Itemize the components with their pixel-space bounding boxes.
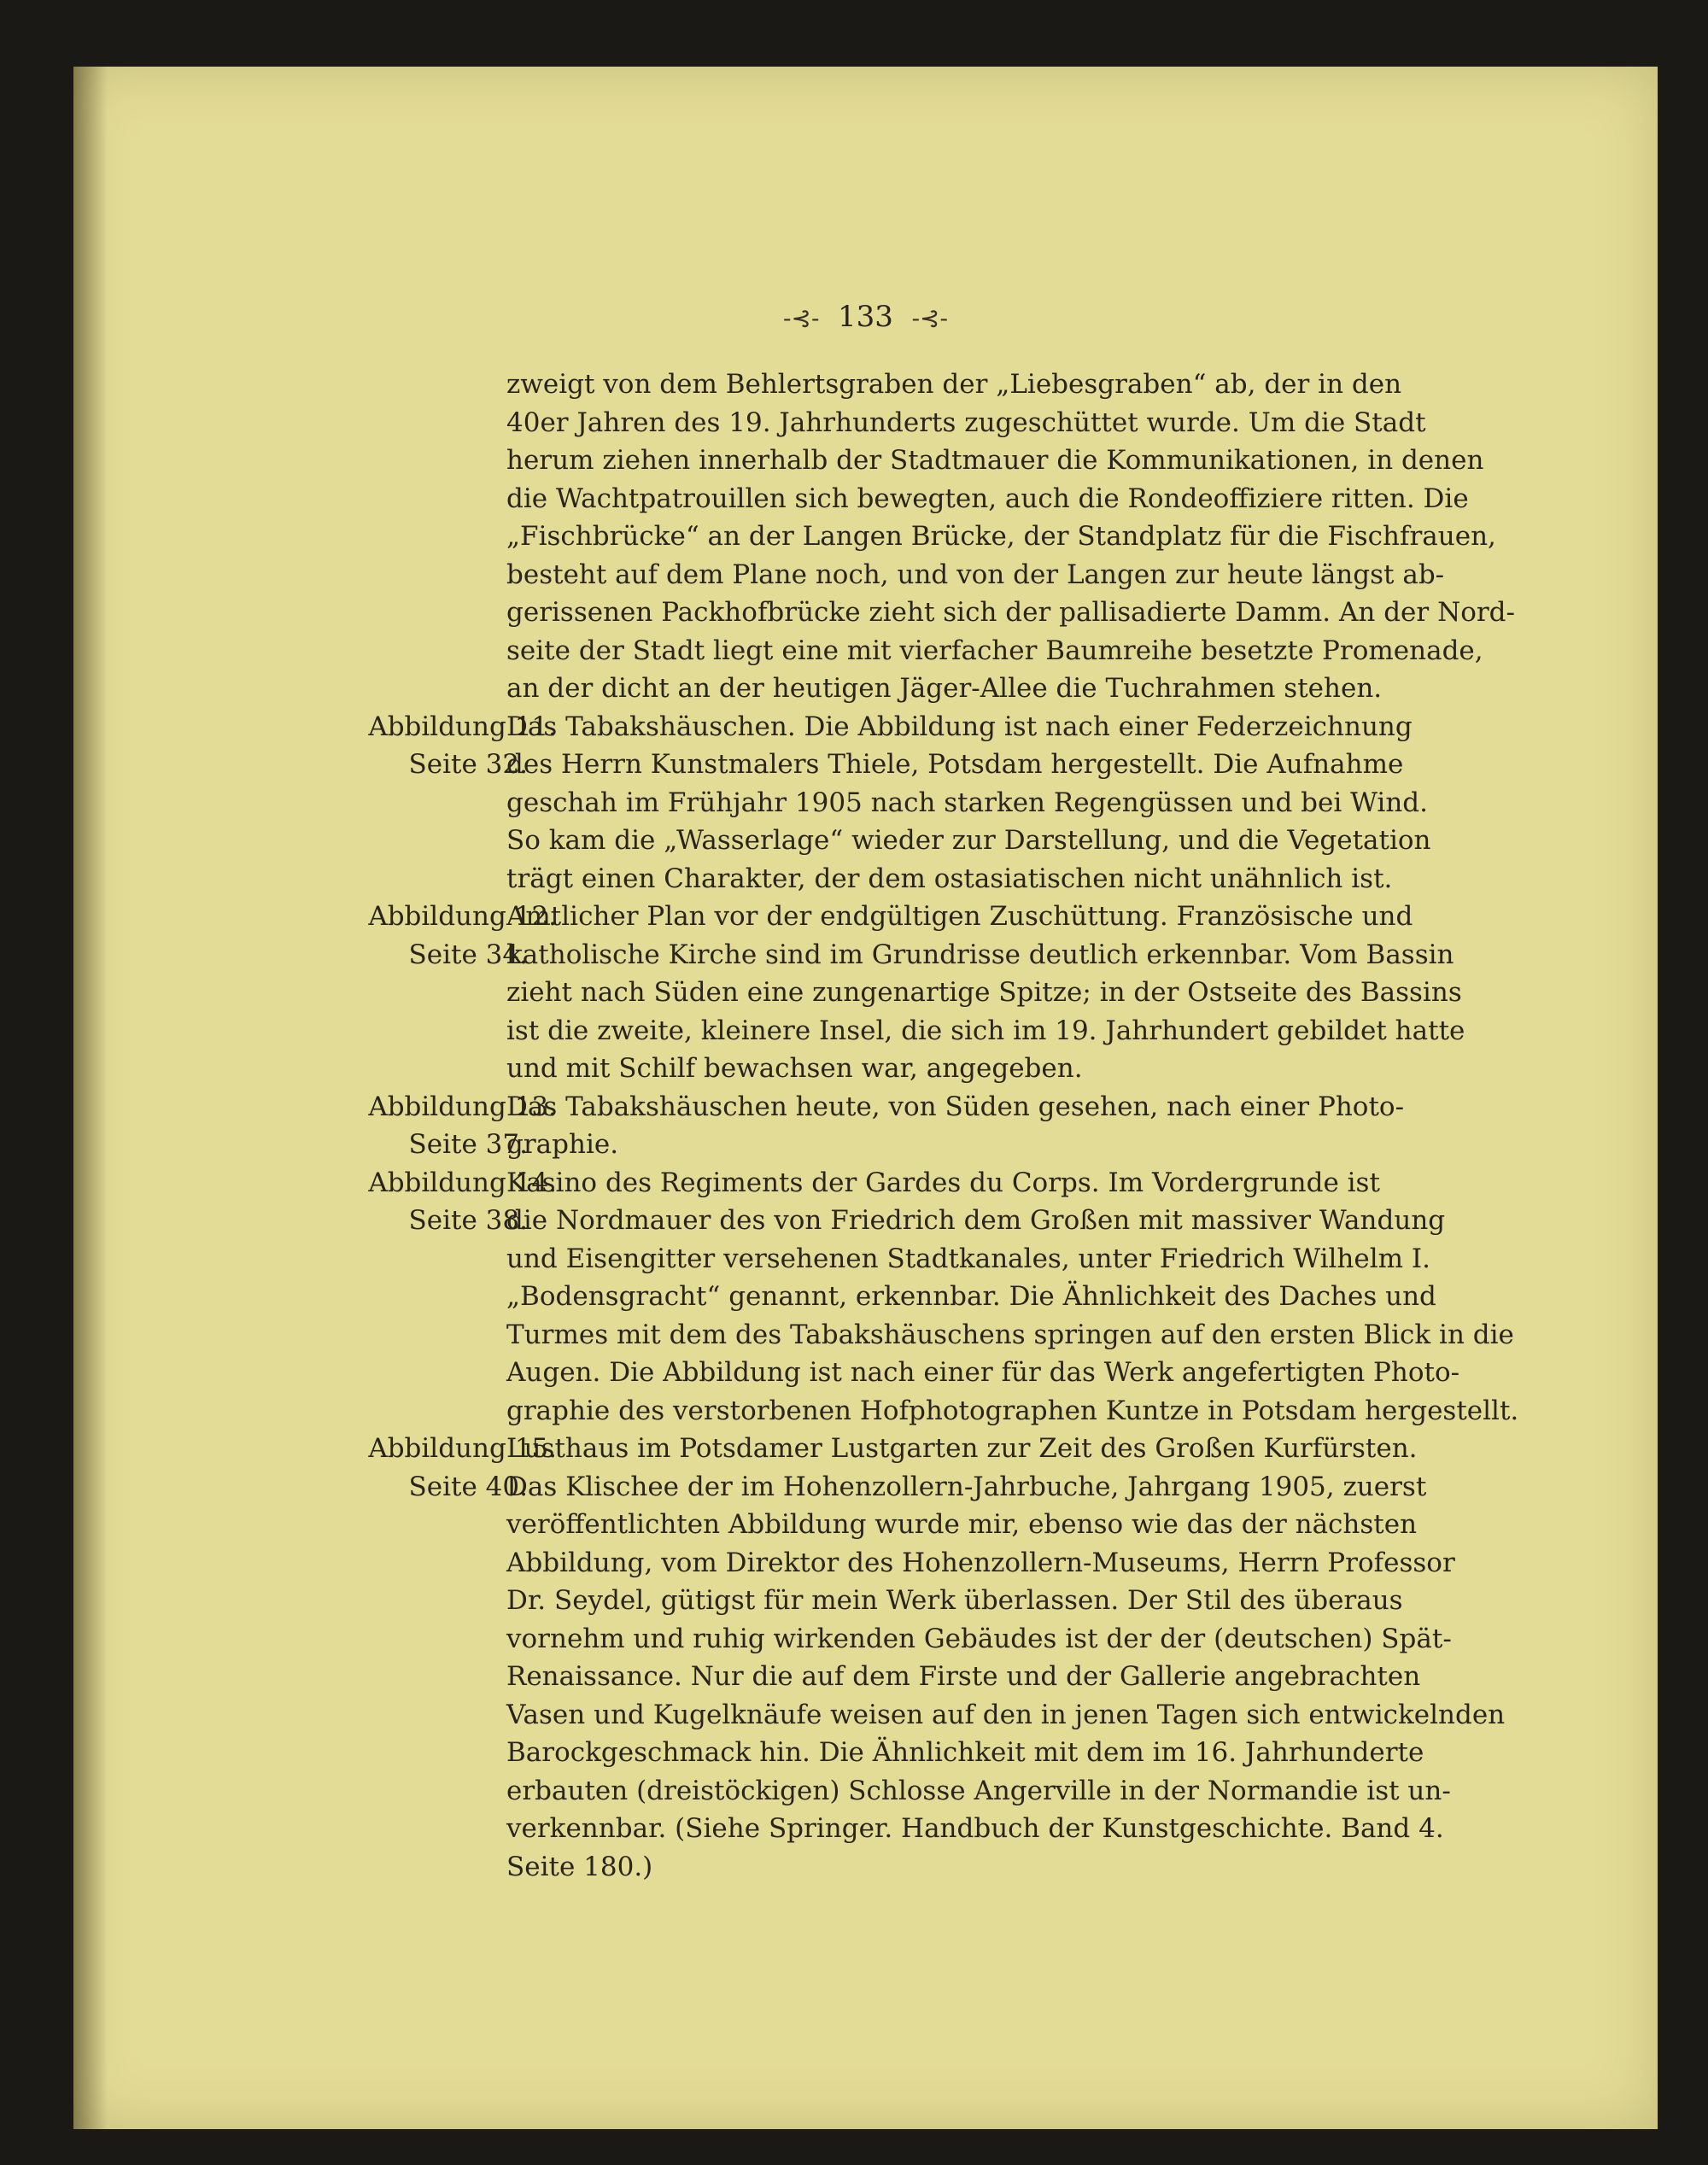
text-line: und Eisengitter versehenen Stadtkanales, unter Friedrich Wilhelm I. — [506, 1243, 1431, 1274]
text-line: die Wachtpatrouillen sich bewegten, auch die Rondeoffiziere ritten. Die — [506, 483, 1469, 514]
figure-entry-15 — [73, 1430, 1658, 1886]
text-line: zweigt von dem Behlertsgraben der „Liebesgraben“ ab, der in den — [506, 369, 1402, 400]
figure-entry-13 — [73, 1088, 1658, 1164]
figure-label: Abbildung 12. — [368, 901, 557, 932]
text-line: Turmes mit dem des Tabakshäuschens springen auf den ersten Blick in die — [506, 1319, 1514, 1350]
paragraph-text — [506, 366, 1515, 708]
figure-entry-14 — [73, 1164, 1658, 1431]
text-line: zieht nach Süden eine zungenartige Spitze; in der Ostseite des Bassins — [506, 977, 1462, 1008]
text-line: Barockgeschmack hin. Die Ähnlichkeit mit dem im 16. Jahrhunderte — [506, 1737, 1424, 1768]
text-line: katholische Kirche sind im Grundrisse deutlich erkennbar. Vom Bassin — [506, 939, 1454, 970]
text-line: graphie des verstorbenen Hofphotographen Kuntze in Potsdam hergestellt. — [506, 1395, 1519, 1426]
text-line: trägt einen Charakter, der dem ostasiatischen nicht unähnlich ist. — [506, 863, 1393, 894]
text-line: herum ziehen innerhalb der Stadtmauer die Kommunikationen, in denen — [506, 445, 1484, 476]
text-line: Amtlicher Plan vor der endgültigen Zuschüttung. Französische und — [506, 901, 1413, 932]
text-line: Das Klischee der im Hohenzollern-Jahrbuche, Jahrgang 1905, zuerst — [506, 1471, 1427, 1502]
page-reference: Seite 34. — [408, 939, 528, 970]
text-line: besteht auf dem Plane noch, und von der Langen zur heute längst ab- — [506, 559, 1445, 590]
margin-label — [278, 708, 560, 784]
text-line: erbauten (dreistöckigen) Schlosse Angerville in der Normandie ist un- — [506, 1775, 1451, 1806]
book-page — [73, 67, 1658, 2129]
text-line: vornehm und ruhig wirkenden Gebäudes ist der der (deutschen) Spät- — [506, 1623, 1452, 1654]
text-line: Das Tabakshäuschen. Die Abbildung ist nach einer Federzeichnung — [506, 711, 1413, 742]
page-header — [73, 300, 1658, 334]
page-reference: Seite 40. — [408, 1471, 528, 1502]
margin-label — [278, 1164, 560, 1240]
text-line: Dr. Seydel, gütigst für mein Werk überlassen. Der Stil des überaus — [506, 1585, 1403, 1616]
page-reference: Seite 38. — [408, 1205, 528, 1236]
figure-label: Abbildung 15. — [368, 1433, 557, 1464]
text-line: 40er Jahren des 19. Jahrhunderts zugeschüttet wurde. Um die Stadt — [506, 407, 1426, 438]
text-line: und mit Schilf bewachsen war, angegeben. — [506, 1053, 1083, 1084]
left-ornament-icon: -⊰- — [783, 304, 820, 332]
text-line: geschah im Frühjahr 1905 nach starken Regengüssen und bei Wind. — [506, 787, 1428, 818]
paragraph-text — [506, 1430, 1506, 1886]
page-reference: Seite 32. — [408, 749, 528, 780]
paragraph-text — [506, 1088, 1494, 1164]
paragraph-continuation — [73, 366, 1658, 708]
page-number: 133 — [838, 300, 893, 334]
text-line: Vasen und Kugelknäufe weisen auf den in jenen Tagen sich entwickelnden — [506, 1699, 1506, 1730]
page-body — [73, 366, 1658, 1886]
text-line: Renaissance. Nur die auf dem Firste und der Gallerie angebrachten — [506, 1661, 1421, 1692]
margin-label — [278, 1088, 560, 1164]
figure-label: Abbildung 11. — [368, 711, 557, 742]
text-line: die Nordmauer des von Friedrich dem Großen mit massiver Wandung — [506, 1205, 1446, 1236]
text-line: Seite 180.) — [506, 1851, 653, 1882]
paragraph-text — [506, 898, 1494, 1088]
figure-entry-12 — [73, 898, 1658, 1088]
text-line: Das Tabakshäuschen heute, von Süden gesehen, nach einer Photo- — [506, 1091, 1405, 1122]
text-line: des Herrn Kunstmalers Thiele, Potsdam hergestellt. Die Aufnahme — [506, 749, 1404, 780]
text-line: „Fischbrücke“ an der Langen Brücke, der Standplatz für die Fischfrauen, — [506, 521, 1496, 552]
text-line: So kam die „Wasserlage“ wieder zur Darstellung, und die Vegetation — [506, 825, 1431, 856]
text-line: „Bodensgracht“ genannt, erkennbar. Die Ähnlichkeit des Daches und — [506, 1281, 1436, 1312]
text-line: an der dicht an der heutigen Jäger-Allee die Tuchrahmen stehen. — [506, 673, 1383, 704]
text-line: graphie. — [506, 1129, 619, 1160]
text-line: ist die zweite, kleinere Insel, die sich im 19. Jahrhundert gebildet hatte — [506, 1015, 1465, 1046]
text-line: verkennbar. (Siehe Springer. Handbuch der Kunstgeschichte. Band 4. — [506, 1813, 1444, 1844]
right-ornament-icon: -⊰- — [911, 304, 948, 332]
figure-entry-11 — [73, 708, 1658, 898]
paragraph-text — [506, 708, 1494, 898]
text-line: Lusthaus im Potsdamer Lustgarten zur Zeit des Großen Kurfürsten. — [506, 1433, 1418, 1464]
page-reference: Seite 37. — [408, 1129, 528, 1160]
paragraph-text — [506, 1164, 1519, 1431]
figure-label: Abbildung 13. — [368, 1091, 557, 1122]
text-line: veröffentlichten Abbildung wurde mir, ebenso wie das der nächsten — [506, 1509, 1418, 1540]
text-line: seite der Stadt liegt eine mit vierfacher Baumreihe besetzte Promenade, — [506, 635, 1483, 666]
text-line: Augen. Die Abbildung ist nach einer für das Werk angefertigten Photo- — [506, 1357, 1460, 1388]
text-line: gerissenen Packhofbrücke zieht sich der pallisadierte Damm. An der Nord- — [506, 597, 1515, 628]
text-line: Abbildung, vom Direktor des Hohenzollern-Museums, Herrn Professor — [506, 1547, 1455, 1578]
margin-label — [278, 1430, 560, 1506]
figure-label: Abbildung 14. — [368, 1167, 557, 1198]
text-line: Kasino des Regiments der Gardes du Corps. Im Vordergrunde ist — [506, 1167, 1380, 1198]
margin-label — [278, 898, 560, 974]
